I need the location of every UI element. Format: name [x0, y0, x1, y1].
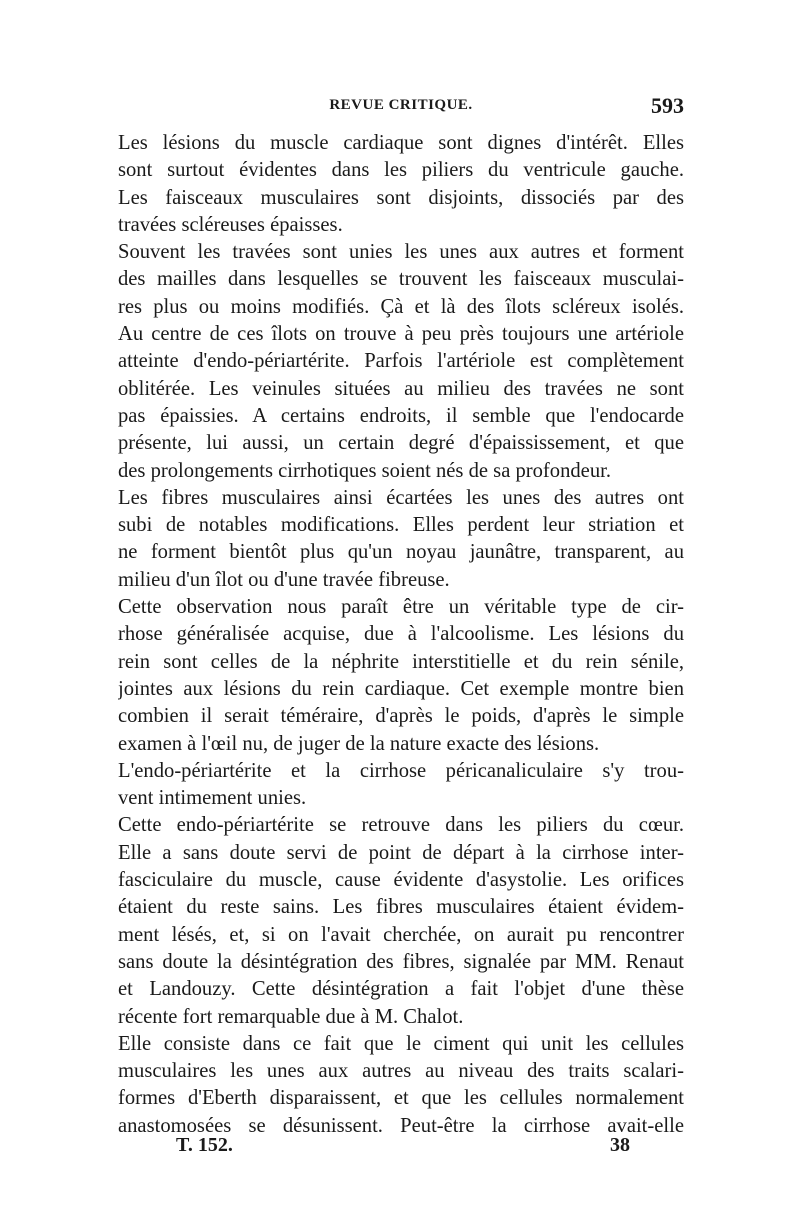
text-line: jointes aux lésions du rein cardiaque. Cet exemple montre bien: [118, 677, 684, 700]
text-line: sont surtout évidentes dans les piliers du ventricule gauche.: [118, 159, 684, 182]
text-line: oblitérée. Les veinules situées au milieu des travées ne sont: [118, 377, 684, 400]
text-line: Souvent les travées sont unies les unes aux autres et forment: [118, 241, 684, 264]
text-line: Les faisceaux musculaires sont disjoints, dissociés par des: [118, 186, 684, 209]
text-line: subi de notables modifications. Elles perdent leur striation et: [118, 514, 684, 537]
signature-mark: T. 152.: [176, 1134, 233, 1156]
text-line: anastomosées se désunissent. Peut-être la cirrhose avait-elle: [118, 1114, 684, 1137]
text-line: musculaires les unes aux autres au niveau des traits scalari-: [118, 1060, 684, 1083]
paragraph-6: [118, 812, 684, 1030]
text-line: atteinte d'endo-périartérite. Parfois l'artériole est complètement: [118, 350, 684, 373]
text-line: pas épaissies. A certains endroits, il semble que l'endocarde: [118, 404, 684, 427]
paragraph-4: [118, 594, 684, 758]
text-line: Cette observation nous paraît être un véritable type de cir-: [118, 596, 684, 619]
running-head: [118, 93, 684, 123]
text-line: récente fort remarquable due à M. Chalot.: [118, 1005, 464, 1028]
body-text: [118, 130, 684, 1140]
page-number: 593: [651, 93, 684, 118]
text-line: Au centre de ces îlots on trouve à peu près toujours une artériole: [118, 323, 684, 346]
text-line: milieu d'un îlot ou d'une travée fibreuse.: [118, 568, 450, 591]
text-line: Elle consiste dans ce fait que le ciment qui unit les cellules: [118, 1032, 684, 1055]
text-line: Elle a sans doute servi de point de départ à la cirrhose inter-: [118, 841, 684, 864]
text-line: et Landouzy. Cette désintégration a fait l'objet d'une thèse: [118, 978, 684, 1001]
text-line: rein sont celles de la néphrite interstitielle et du rein sénile,: [118, 650, 684, 673]
paragraph-1: [118, 130, 684, 239]
sheet-number: 38: [610, 1134, 630, 1156]
text-line: présente, lui aussi, un certain degré d'épaississement, et que: [118, 432, 684, 455]
paragraph-3: [118, 485, 684, 594]
text-line: ment lésés, et, si on l'avait cherchée, on aurait pu rencontrer: [118, 923, 684, 946]
text-line: Les fibres musculaires ainsi écartées les unes des autres ont: [118, 486, 684, 509]
text-line: fasciculaire du muscle, cause évidente d'asystolie. Les orifices: [118, 869, 684, 892]
text-line: des mailles dans lesquelles se trouvent les faisceaux musculai-: [118, 268, 684, 291]
text-line: sans doute la désintégration des fibres, signalée par MM. Renaut: [118, 950, 684, 973]
text-line: étaient du reste sains. Les fibres musculaires étaient évidem-: [118, 896, 684, 919]
text-line: des prolongements cirrhotiques soient nés de sa profondeur.: [118, 459, 611, 482]
text-line: ne forment bientôt plus qu'un noyau jaunâtre, transparent, au: [118, 541, 684, 564]
text-line: Cette endo-périartérite se retrouve dans les piliers du cœur.: [118, 814, 684, 837]
paragraph-5: [118, 758, 684, 813]
paragraph-2: [118, 239, 684, 485]
text-line: combien il serait téméraire, d'après le poids, d'après le simple: [118, 705, 684, 728]
text-line: vent intimement unies.: [118, 787, 307, 810]
text-line: Les lésions du muscle cardiaque sont dignes d'intérêt. Elles: [118, 132, 684, 154]
running-title: REVUE CRITIQUE.: [329, 97, 473, 113]
page-footer: [118, 1134, 684, 1164]
text-line: examen à l'œil nu, de juger de la nature exacte des lésions.: [118, 732, 600, 755]
text-line: travées scléreuses épaisses.: [118, 213, 343, 236]
text-line: res plus ou moins modifiés. Çà et là des îlots scléreux isolés.: [118, 295, 684, 318]
text-line: L'endo-périartérite et la cirrhose péricanaliculaire s'y trou-: [118, 759, 684, 782]
text-line: formes d'Eberth disparaissent, et que les cellules normalement: [118, 1087, 684, 1110]
paragraph-7: [118, 1031, 684, 1140]
text-line: rhose généralisée acquise, due à l'alcoolisme. Les lésions du: [118, 623, 684, 646]
